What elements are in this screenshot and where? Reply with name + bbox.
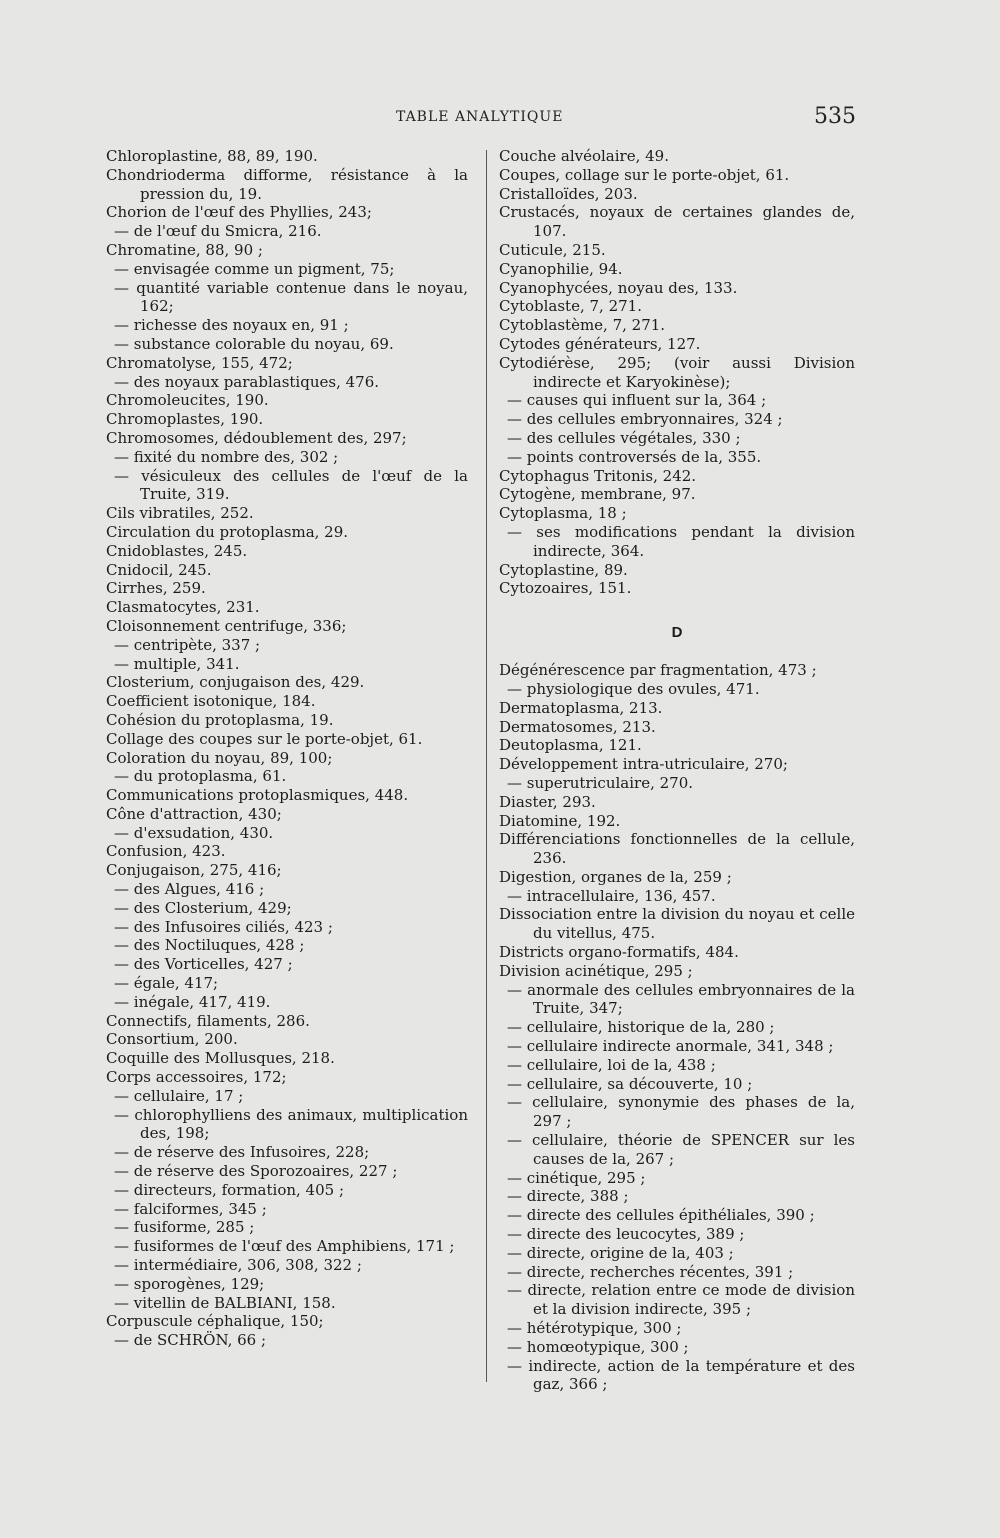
index-entry: — quantité variable contenue dans le noyau, 162;: [114, 278, 468, 316]
index-entry: Conjugaison, 275, 416;: [106, 861, 282, 880]
index-entry: — des cellules végétales, 330 ;: [507, 428, 741, 447]
index-entry: Chromosomes, dédoublement des, 297;: [106, 428, 407, 447]
index-entry: — cinétique, 295 ;: [507, 1168, 646, 1187]
index-entry: — des Noctiluques, 428 ;: [114, 936, 305, 955]
page-number: 535: [814, 104, 856, 129]
index-entry: — directe des leucocytes, 389 ;: [507, 1225, 745, 1244]
index-entry: Chromatolyse, 155, 472;: [106, 353, 293, 372]
index-entry: — cellulaire, historique de la, 280 ;: [507, 1018, 775, 1037]
index-entry: — fusiformes de l'œuf des Amphibiens, 171 ;: [114, 1237, 455, 1256]
index-entry: Corps accessoires, 172;: [106, 1068, 287, 1087]
index-entry: — substance colorable du noyau, 69.: [114, 334, 394, 353]
index-entry: Couche alvéolaire, 49.: [499, 147, 669, 165]
index-entry: — falciformes, 345 ;: [114, 1199, 267, 1218]
index-entry: Cytoblastème, 7, 271.: [499, 316, 666, 335]
index-entry: Différenciations fonctionnelles de la cellule, 236.: [499, 830, 855, 868]
index-entry: — cellulaire, synonymie des phases de la, 297 ;: [507, 1093, 855, 1131]
index-entry: Diaster, 293.: [499, 792, 596, 811]
index-entry: — cellulaire, sa découverte, 10 ;: [507, 1074, 753, 1093]
index-entry: — homœotypique, 300 ;: [507, 1337, 689, 1356]
index-entry: — fixité du nombre des, 302 ;: [114, 447, 339, 466]
index-entry: — cellulaire, 17 ;: [114, 1086, 244, 1105]
index-entry: — envisagée comme un pigment, 75;: [114, 259, 395, 278]
index-entry: — superutriculaire, 270.: [507, 773, 694, 792]
index-entry: Coupes, collage sur le porte-objet, 61.: [499, 165, 790, 184]
index-entry: — de réserve des Sporozoaires, 227 ;: [114, 1162, 398, 1181]
index-entry: — anormale des cellules embryonnaires de la Truite, 347;: [507, 980, 855, 1018]
index-entry: — centripète, 337 ;: [114, 635, 261, 654]
index-entry: — des noyaux parablastiques, 476.: [114, 372, 380, 391]
index-entry: Cnidoblastes, 245.: [106, 541, 248, 560]
index-entry: Cytophagus Tritonis, 242.: [499, 466, 697, 485]
index-entry: Cytodes générateurs, 127.: [499, 334, 701, 353]
left-column: [106, 147, 468, 1350]
index-entry: Cytoblaste, 7, 271.: [499, 297, 642, 316]
index-entry: — de l'œuf du Smicra, 216.: [114, 222, 322, 241]
index-entry: — directe des cellules épithéliales, 390 ;: [507, 1206, 815, 1225]
index-entry: Digestion, organes de la, 259 ;: [499, 867, 732, 886]
index-entry: Chromoleucites, 190.: [106, 391, 269, 410]
index-entry: Cytogène, membrane, 97.: [499, 485, 696, 504]
index-entry: Closterium, conjugaison des, 429.: [106, 673, 365, 692]
index-entry: Chromoplastes, 190.: [106, 410, 264, 429]
index-entry: Dermatosomes, 213.: [499, 717, 656, 736]
index-entry: — physiologique des ovules, 471.: [507, 679, 760, 698]
index-entry: Cnidocil, 245.: [106, 560, 212, 579]
index-entry: — inégale, 417, 419.: [114, 992, 271, 1011]
index-entry: — ses modifications pendant la division indirecte, 364.: [507, 522, 855, 560]
index-entry: Dissociation entre la division du noyau et celle du vitellus, 475.: [499, 905, 855, 943]
index-entry: Cloisonnement centrifuge, 336;: [106, 616, 347, 635]
index-entry: Consortium, 200.: [106, 1030, 238, 1049]
index-entry: Division acinétique, 295 ;: [499, 961, 693, 980]
index-entry: — directe, origine de la, 403 ;: [507, 1243, 734, 1262]
index-entry: Cyanophycées, noyau des, 133.: [499, 278, 738, 297]
index-entry: Corpuscule céphalique, 150;: [106, 1312, 324, 1331]
index-entry: Dermatoplasma, 213.: [499, 698, 663, 717]
index-entry: — points controversés de la, 355.: [507, 447, 762, 466]
index-entry: Chloroplastine, 88, 89, 190.: [106, 147, 318, 165]
index-entry: Chromatine, 88, 90 ;: [106, 240, 263, 259]
index-entry: — causes qui influent sur la, 364 ;: [507, 391, 767, 410]
index-entry: — intermédiaire, 306, 308, 322 ;: [114, 1256, 362, 1275]
index-entry: — sporogènes, 129;: [114, 1274, 265, 1293]
index-entry: — de SCHRÖN, 66 ;: [114, 1331, 267, 1350]
index-entry: — des Infusoires ciliés, 423 ;: [114, 917, 333, 936]
index-entry: Cône d'attraction, 430;: [106, 804, 282, 823]
index-entry: Cyanophilie, 94.: [499, 259, 623, 278]
index-entry: Crustacés, noyaux de certaines glandes de, 107.: [499, 203, 855, 241]
index-entry: — des Closterium, 429;: [114, 898, 292, 917]
index-entry: Districts organo-formatifs, 484.: [499, 943, 739, 962]
index-entry: — cellulaire, loi de la, 438 ;: [507, 1055, 716, 1074]
index-entry: Chorion de l'œuf des Phyllies, 243;: [106, 203, 372, 222]
index-entry: Cytodiérèse, 295; (voir aussi Division indirecte et Karyokinèse);: [499, 353, 855, 391]
index-entry: Développement intra-utriculaire, 270;: [499, 755, 788, 774]
index-entry: — des Vorticelles, 427 ;: [114, 955, 293, 974]
index-entry: Cytoplastine, 89.: [499, 560, 628, 579]
d-entries: [499, 661, 855, 1394]
index-entry: — de réserve des Infusoires, 228;: [114, 1143, 370, 1162]
index-entry: Clasmatocytes, 231.: [106, 598, 260, 617]
index-entry: — d'exsudation, 430.: [114, 823, 274, 842]
index-entry: — intracellulaire, 136, 457.: [507, 886, 716, 905]
index-entry: — des Algues, 416 ;: [114, 880, 265, 899]
index-entry: Cytozoaires, 151.: [499, 579, 632, 598]
section-letter: D: [671, 624, 683, 642]
index-entry: Communications protoplasmiques, 448.: [106, 786, 409, 805]
index-entry: — directeurs, formation, 405 ;: [114, 1180, 345, 1199]
index-entry: — directe, relation entre ce mode de division et la division indirecte, 395 ;: [507, 1281, 855, 1319]
right-column: [499, 147, 855, 1394]
index-entry: — égale, 417;: [114, 974, 219, 993]
index-entry: — fusiforme, 285 ;: [114, 1218, 255, 1237]
index-entry: Coloration du noyau, 89, 100;: [106, 748, 333, 767]
index-entry: — cellulaire, théorie de SPENCER sur les causes de la, 267 ;: [507, 1131, 855, 1168]
index-entry: — hétérotypique, 300 ;: [507, 1319, 682, 1338]
index-entry: Circulation du protoplasma, 29.: [106, 522, 349, 541]
index-entry: — indirecte, action de la température et des gaz, 366 ;: [507, 1356, 855, 1394]
running-title: TABLE ANALYTIQUE: [396, 109, 564, 125]
index-entry: Connectifs, filaments, 286.: [106, 1011, 310, 1030]
index-entry: — du protoplasma, 61.: [114, 767, 287, 786]
c-entries: [499, 147, 855, 598]
index-entry: Collage des coupes sur le porte-objet, 61.: [106, 729, 423, 748]
column-divider: [486, 150, 487, 1382]
index-entry: — multiple, 341.: [114, 654, 240, 673]
index-entry: Coefficient isotonique, 184.: [106, 692, 316, 711]
index-entry: — chlorophylliens des animaux, multiplication des, 198;: [114, 1105, 468, 1143]
index-entry: Cils vibratiles, 252.: [106, 504, 254, 523]
index-entry: Cuticule, 215.: [499, 240, 606, 259]
index-entry: Confusion, 423.: [106, 842, 226, 861]
index-entry: — vitellin de BALBIANI, 158.: [114, 1293, 336, 1312]
index-entry: — directe, 388 ;: [507, 1187, 629, 1206]
index-entry: — directe, recherches récentes, 391 ;: [507, 1262, 794, 1281]
index-entry: Dégénérescence par fragmentation, 473 ;: [499, 661, 817, 680]
index-entry: Diatomine, 192.: [499, 811, 621, 830]
index-entry: Deutoplasma, 121.: [499, 736, 642, 755]
index-entry: — cellulaire indirecte anormale, 341, 348 ;: [507, 1037, 834, 1056]
index-entry: — des cellules embryonnaires, 324 ;: [507, 410, 783, 429]
index-entry: Chondrioderma difforme, résistance à la pression du, 19.: [106, 165, 468, 203]
index-entry: Coquille des Mollusques, 218.: [106, 1049, 335, 1068]
index-entry: Cristalloïdes, 203.: [499, 184, 638, 203]
index-entry: Cirrhes, 259.: [106, 579, 206, 598]
index-entry: Cohésion du protoplasma, 19.: [106, 710, 334, 729]
index-entry: Cytoplasma, 18 ;: [499, 504, 627, 523]
index-entry: — richesse des noyaux en, 91 ;: [114, 316, 349, 335]
index-entry: — vésiculeux des cellules de l'œuf de la Truite, 319.: [114, 466, 468, 504]
